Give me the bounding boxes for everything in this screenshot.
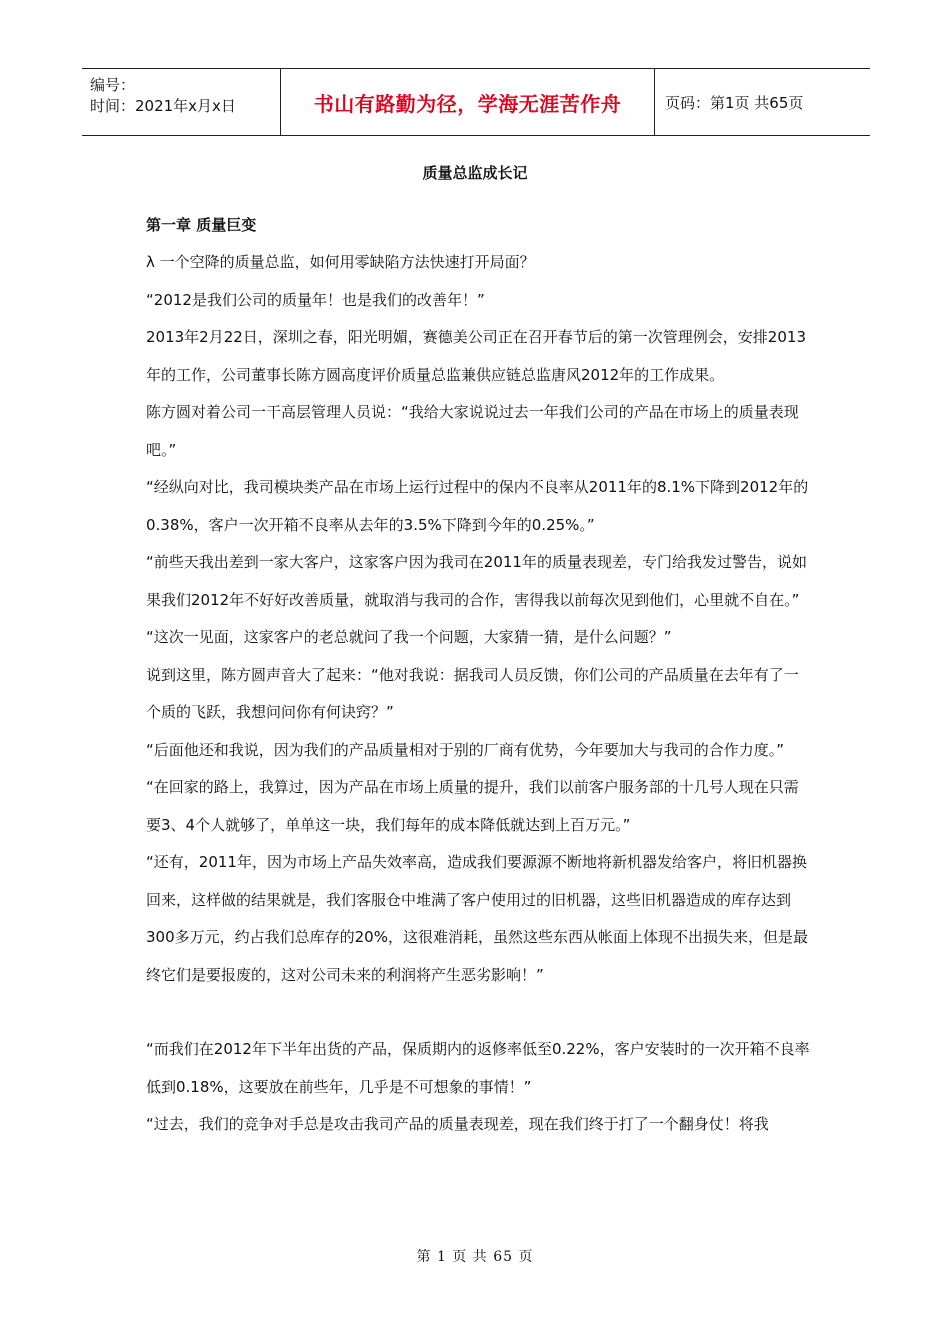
paragraph: “还有，2011年，因为市场上产品失效率高，造成我们要源源不断地将新机器发给客户，将旧机器换回来，这样做的结果就是，我们客服仓中堆满了客户使用过的旧机器，这些旧机器造成的库存达到300多万元，约占我们总库存的20%，这很难消耗，虽然这些东西从帐面上体现不出损失来，但是最终它们是要报废的，这对公司未来的利润将产生恶劣影响！” bbox=[146, 853, 808, 984]
paragraph: “2012是我们公司的质量年！也是我们的改善年！” bbox=[146, 290, 485, 309]
paragraph: “过去，我们的竞争对手总是攻击我司产品的质量表现差，现在我们终于打了一个翻身仗！将我 bbox=[146, 1115, 769, 1133]
paragraph: “这次一见面，这家客户的老总就问了我一个问题，大家猜一猜，是什么问题？” bbox=[146, 628, 672, 646]
paragraph: λ 一个空降的质量总监，如何用零缺陷方法快速打开局面？ bbox=[146, 253, 535, 271]
header-motto: 书山有路勤为径，学海无涯苦作舟 bbox=[281, 69, 655, 135]
header-page-code: 页码：第1页 共65页 bbox=[665, 93, 804, 112]
document-body bbox=[146, 212, 811, 1144]
paragraph: “经纵向对比，我司模块类产品在市场上运行过程中的保内不良率从2011年的8.1%下降到2012年的0.38%，客户一次开箱不良率从去年的3.5%下降到今年的0.25%。” bbox=[146, 478, 809, 534]
page-header bbox=[82, 68, 870, 136]
page-footer: 第 1 页 共 65 页 bbox=[416, 1249, 534, 1265]
paragraph: 2013年2月22日，深圳之春，阳光明媚，赛德美公司正在召开春节后的第一次管理例会，安排2013年的工作，公司董事长陈方圆高度评价质量总监兼供应链总监唐风2012年的工作成果。 bbox=[146, 328, 806, 384]
paragraph: “而我们在2012年下半年出货的产品，保质期内的返修率低至0.22%，客户安装时的一次开箱不良率低到0.18%，这要放在前些年，几乎是不可想象的事情！” bbox=[146, 1040, 810, 1096]
chapter-heading: 第一章 质量巨变 bbox=[146, 216, 257, 234]
paragraph: 陈方圆对着公司一干高层管理人员说：“我给大家说说过去一年我们公司的产品在市场上的质量表现吧。” bbox=[146, 403, 799, 459]
paragraph: 说到这里，陈方圆声音大了起来：“他对我说：据我司人员反馈，你们公司的产品质量在去年有了一个质的飞跃，我想问问你有何诀窍？” bbox=[146, 665, 799, 721]
date-line: 时间：2021年x月x日 bbox=[90, 97, 236, 115]
number-label: 编号： bbox=[90, 76, 136, 94]
document-title: 质量总监成长记 bbox=[422, 164, 528, 182]
paragraph: “后面他还和我说，因为我们的产品质量相对于别的厂商有优势，今年要加大与我司的合作力度。” bbox=[146, 740, 785, 759]
paragraph: “前些天我出差到一家大客户，这家客户因为我司在2011年的质量表现差，专门给我发过警告，说如果我们2012年不好好改善质量，就取消与我司的合作，害得我以前每次见到他们，心里就不自在。” bbox=[146, 553, 807, 609]
header-meta bbox=[82, 69, 281, 135]
paragraph: “在回家的路上，我算过，因为产品在市场上质量的提升，我们以前客户服务部的十几号人现在只需要3、4个人就够了，单单这一块，我们每年的成本降低就达到上百万元。” bbox=[146, 778, 799, 834]
